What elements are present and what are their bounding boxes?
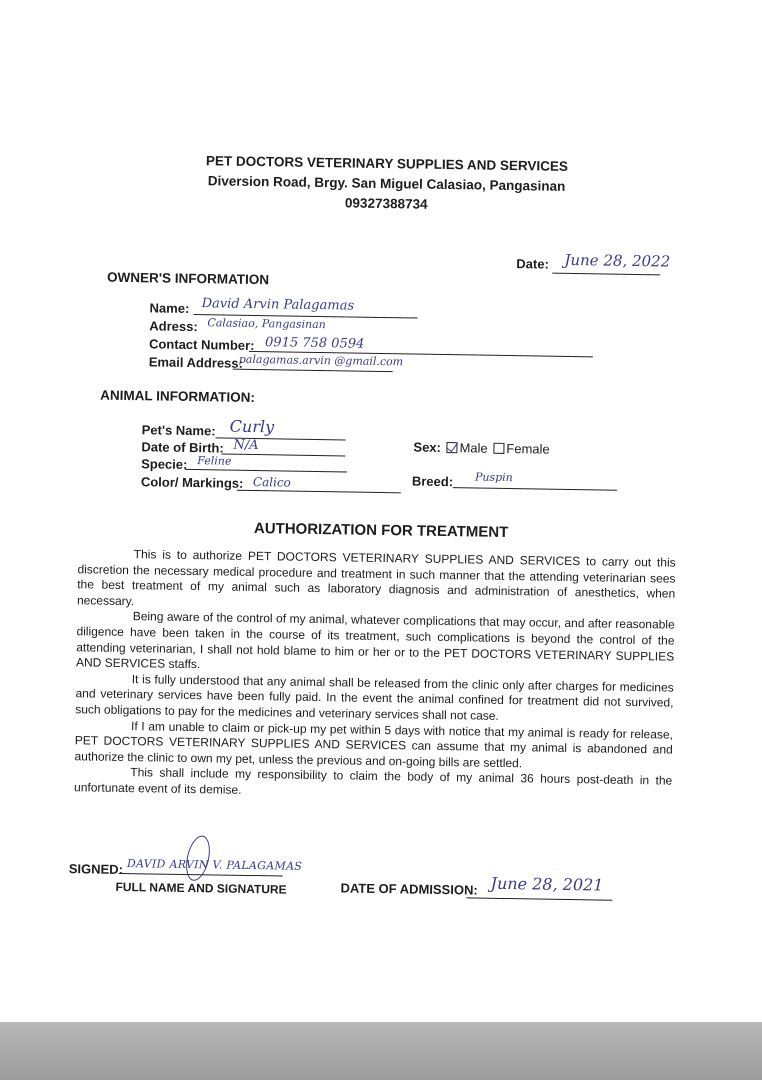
dob-label: Date of Birth: <box>141 439 224 456</box>
pet-name-value: Curly <box>229 416 275 437</box>
sex-label: Sex: <box>413 439 442 455</box>
authorization-paragraph: If I am unable to claim or pick-up my pet within 5 days with notice that my animal is ready for release, PET DOCTORS VETERINARY SUPPLIES AND SERVICES can assume that my animal is abandoned and authorize the clinic to own my pet, unless the previous and on-going bills are settled. <box>74 718 674 770</box>
date-label: Date: <box>516 256 549 272</box>
owner-address-label: Adress: <box>149 318 198 335</box>
male-checkbox[interactable] <box>446 442 457 453</box>
authorization-title: AUTHORIZATION FOR TREATMENT <box>253 520 509 542</box>
breed-line <box>453 487 617 491</box>
date-value: June 28, 2022 <box>564 250 671 271</box>
owner-contact-label: Contact Number: <box>148 336 255 354</box>
authorization-paragraph: This is to authorize PET DOCTORS VETERINARY SUPPLIES AND SERVICES to carry out this discretion the necessary medical procedure and treatment in such manner that the attending veterinarian sees the best treatment of my animal such as laboratory diagnosis and administration of anesthetics, when necessary. <box>76 547 676 608</box>
sex-field <box>413 440 549 457</box>
specie-label: Specie: <box>141 456 188 472</box>
signed-label: SIGNED: <box>68 861 124 878</box>
animal-section-title: ANIMAL INFORMATION: <box>100 387 256 406</box>
signed-value: DAVID ARVIN V. PALAGAMAS <box>126 857 303 873</box>
male-option-label: Male <box>459 440 488 456</box>
specie-value: Feline <box>197 454 232 468</box>
owner-name-value: David Arvin Palagamas <box>201 296 355 314</box>
breed-label: Breed: <box>411 473 454 490</box>
owner-contact-value: 0915 758 0594 <box>264 335 365 352</box>
pet-name-label: Pet's Name: <box>141 422 216 439</box>
company-name: PET DOCTORS VETERINARY SUPPLIES AND SERVICES <box>205 153 569 174</box>
dob-value: N/A <box>233 437 259 454</box>
authorization-paragraph: Being aware of the control of my animal, whatever complications that may occur, and after reasonable diligence have been taken in the course of its treatment, such complications is beyond the control of the attending veterinarian, I shall not hold blame to him or her or to the PET DOCTORS VETERINARY SUPPLIES AND SERVICES staffs. <box>75 609 675 672</box>
owner-section-title: OWNER'S INFORMATION <box>106 269 270 288</box>
owner-name-label: Name: <box>149 300 190 316</box>
color-value: Calico <box>252 474 291 490</box>
company-address: Diversion Road, Brgy. San Miguel Calasiao, Pangasinan <box>207 173 566 194</box>
admission-label: DATE OF ADMISSION: <box>340 880 478 898</box>
owner-address-value: Calasiao, Pangasinan <box>207 316 326 332</box>
owner-email-line <box>233 369 393 373</box>
color-label: Color/ Markings: <box>140 474 244 491</box>
owner-email-label: Email Address: <box>148 354 244 371</box>
authorization-paragraph: It is fully understood that any animal shall be released from the clinic only after charges for medicines and veterinary services have been fully paid. In the event the animal confined for treatment did not survived, such obligations to pay for the medicines and veterinary services shall not case. <box>75 671 674 723</box>
date-line <box>552 273 660 276</box>
color-line <box>237 490 401 494</box>
admission-value: June 28, 2021 <box>490 873 604 895</box>
company-phone: 09327388734 <box>344 195 428 212</box>
scanner-shadow <box>0 1022 762 1080</box>
female-option-label: Female <box>506 440 550 457</box>
signature-caption: FULL NAME AND SIGNATURE <box>115 879 287 897</box>
dob-line <box>221 453 345 456</box>
breed-value: Puspin <box>474 470 513 485</box>
signature-mark <box>182 833 214 883</box>
female-checkbox[interactable] <box>493 443 504 454</box>
authorization-paragraph: This shall include my responsibility to claim the body of my animal 36 hours post-death in the unfortunate event of its demise. <box>73 765 673 797</box>
owner-email-value: palagamas.arvin @gmail.com <box>238 352 404 369</box>
authorization-body <box>74 546 676 805</box>
specie-line <box>185 469 347 473</box>
admission-line <box>466 897 612 900</box>
